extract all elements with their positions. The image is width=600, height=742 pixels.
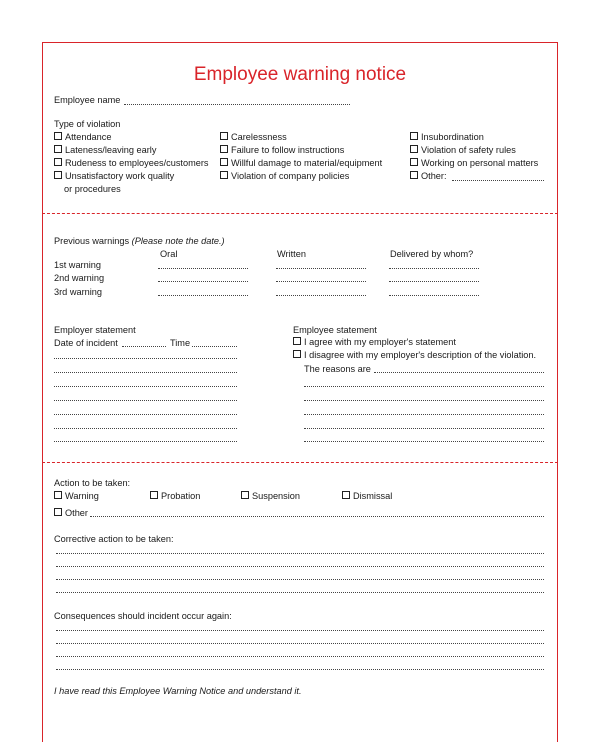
section-divider xyxy=(42,213,558,214)
date-of-incident-label: Date of incident xyxy=(54,338,118,348)
checkbox-icon xyxy=(54,171,62,179)
checkbox-warning[interactable]: Warning xyxy=(54,491,99,501)
checkbox-icon xyxy=(54,132,62,140)
employee-statement-line[interactable] xyxy=(304,428,544,429)
checkbox-icon xyxy=(410,158,418,166)
corrective-action-line[interactable] xyxy=(56,566,544,567)
written-2-field[interactable] xyxy=(276,281,366,282)
checkbox-insubordination[interactable]: Insubordination xyxy=(410,132,484,142)
work-quality-continued: or procedures xyxy=(64,184,121,194)
checkbox-personal-matters[interactable]: Working on personal matters xyxy=(410,158,538,168)
col-oral: Oral xyxy=(160,249,178,259)
checkbox-icon xyxy=(293,337,301,345)
checkbox-willful-damage[interactable]: Willful damage to material/equipment xyxy=(220,158,382,168)
written-3-field[interactable] xyxy=(276,295,366,296)
col-written: Written xyxy=(277,249,306,259)
delivered-3-field[interactable] xyxy=(389,295,479,296)
employer-statement-line[interactable] xyxy=(54,414,237,415)
employee-statement-heading: Employee statement xyxy=(293,325,377,335)
checkbox-safety-rules[interactable]: Violation of safety rules xyxy=(410,145,516,155)
checkbox-probation[interactable]: Probation xyxy=(150,491,200,501)
corrective-action-line[interactable] xyxy=(56,592,544,593)
delivered-1-field[interactable] xyxy=(389,268,479,269)
corrective-action-line[interactable] xyxy=(56,579,544,580)
checkbox-agree[interactable]: I agree with my employer's statement xyxy=(293,337,456,347)
section-divider xyxy=(42,462,558,463)
checkbox-icon xyxy=(293,350,301,358)
reasons-label: The reasons are xyxy=(304,364,371,374)
checkbox-company-policies[interactable]: Violation of company policies xyxy=(220,171,349,181)
checkbox-failure-instructions[interactable]: Failure to follow instructions xyxy=(220,145,344,155)
date-of-incident-field[interactable] xyxy=(122,346,166,347)
oral-2-field[interactable] xyxy=(158,281,248,282)
employer-statement-heading: Employer statement xyxy=(54,325,136,335)
consequences-line[interactable] xyxy=(56,630,544,631)
checkbox-icon xyxy=(54,158,62,166)
employee-statement-line[interactable] xyxy=(304,386,544,387)
checkbox-work-quality[interactable]: Unsatisfactory work quality xyxy=(54,171,174,181)
employer-statement-line[interactable] xyxy=(54,400,237,401)
checkbox-icon xyxy=(220,171,228,179)
checkbox-dismissal[interactable]: Dismissal xyxy=(342,491,392,501)
checkbox-rudeness[interactable]: Rudeness to employees/customers xyxy=(54,158,209,168)
checkbox-icon xyxy=(54,508,62,516)
warning-row-label: 2nd warning xyxy=(54,273,105,283)
previous-warnings-heading: Previous warnings (Please note the date.) xyxy=(54,236,225,246)
consequences-label: Consequences should incident occur again: xyxy=(54,611,232,621)
consequences-line[interactable] xyxy=(56,669,544,670)
employer-statement-line[interactable] xyxy=(54,372,237,373)
employee-name-label: Employee name xyxy=(54,95,121,105)
checkbox-icon xyxy=(220,145,228,153)
other-violation-field[interactable] xyxy=(452,180,544,181)
checkbox-attendance[interactable]: Attendance xyxy=(54,132,112,142)
checkbox-icon xyxy=(54,491,62,499)
employee-statement-line[interactable] xyxy=(304,400,544,401)
time-field[interactable] xyxy=(192,346,237,347)
checkbox-icon xyxy=(241,491,249,499)
checkbox-icon xyxy=(410,171,418,179)
violation-heading: Type of violation xyxy=(54,119,121,129)
checkbox-disagree[interactable]: I disagree with my employer's description of the violation. xyxy=(293,350,536,360)
reasons-field[interactable] xyxy=(374,372,544,373)
employee-name-field[interactable] xyxy=(124,104,350,105)
checkbox-suspension[interactable]: Suspension xyxy=(241,491,300,501)
employer-statement-line[interactable] xyxy=(54,428,237,429)
checkbox-icon xyxy=(342,491,350,499)
checkbox-other-action[interactable]: Other xyxy=(54,508,88,518)
delivered-2-field[interactable] xyxy=(389,281,479,282)
consequences-line[interactable] xyxy=(56,643,544,644)
checkbox-icon xyxy=(220,132,228,140)
checkbox-icon xyxy=(220,158,228,166)
checkbox-icon xyxy=(150,491,158,499)
time-label: Time xyxy=(170,338,191,348)
checkbox-icon xyxy=(410,132,418,140)
checkbox-lateness[interactable]: Lateness/leaving early xyxy=(54,145,156,155)
warning-row-label: 3rd warning xyxy=(54,287,103,297)
oral-3-field[interactable] xyxy=(158,295,248,296)
checkbox-carelessness[interactable]: Carelessness xyxy=(220,132,287,142)
employer-statement-line[interactable] xyxy=(54,386,237,387)
employer-statement-line[interactable] xyxy=(54,358,237,359)
checkbox-icon xyxy=(54,145,62,153)
action-heading: Action to be taken: xyxy=(54,478,131,488)
checkbox-icon xyxy=(410,145,418,153)
employer-statement-line[interactable] xyxy=(54,441,237,442)
other-action-field[interactable] xyxy=(90,516,544,517)
corrective-action-label: Corrective action to be taken: xyxy=(54,534,174,544)
corrective-action-line[interactable] xyxy=(56,553,544,554)
checkbox-other[interactable]: Other: xyxy=(410,171,447,181)
warning-row-label: 1st warning xyxy=(54,260,101,270)
employee-statement-line[interactable] xyxy=(304,441,544,442)
page-title: Employee warning notice xyxy=(193,64,407,85)
employee-statement-line[interactable] xyxy=(304,414,544,415)
oral-1-field[interactable] xyxy=(158,268,248,269)
acknowledgement-text: I have read this Employee Warning Notice and understand it. xyxy=(54,686,302,696)
col-delivered-by: Delivered by whom? xyxy=(390,249,474,259)
consequences-line[interactable] xyxy=(56,656,544,657)
written-1-field[interactable] xyxy=(276,268,366,269)
